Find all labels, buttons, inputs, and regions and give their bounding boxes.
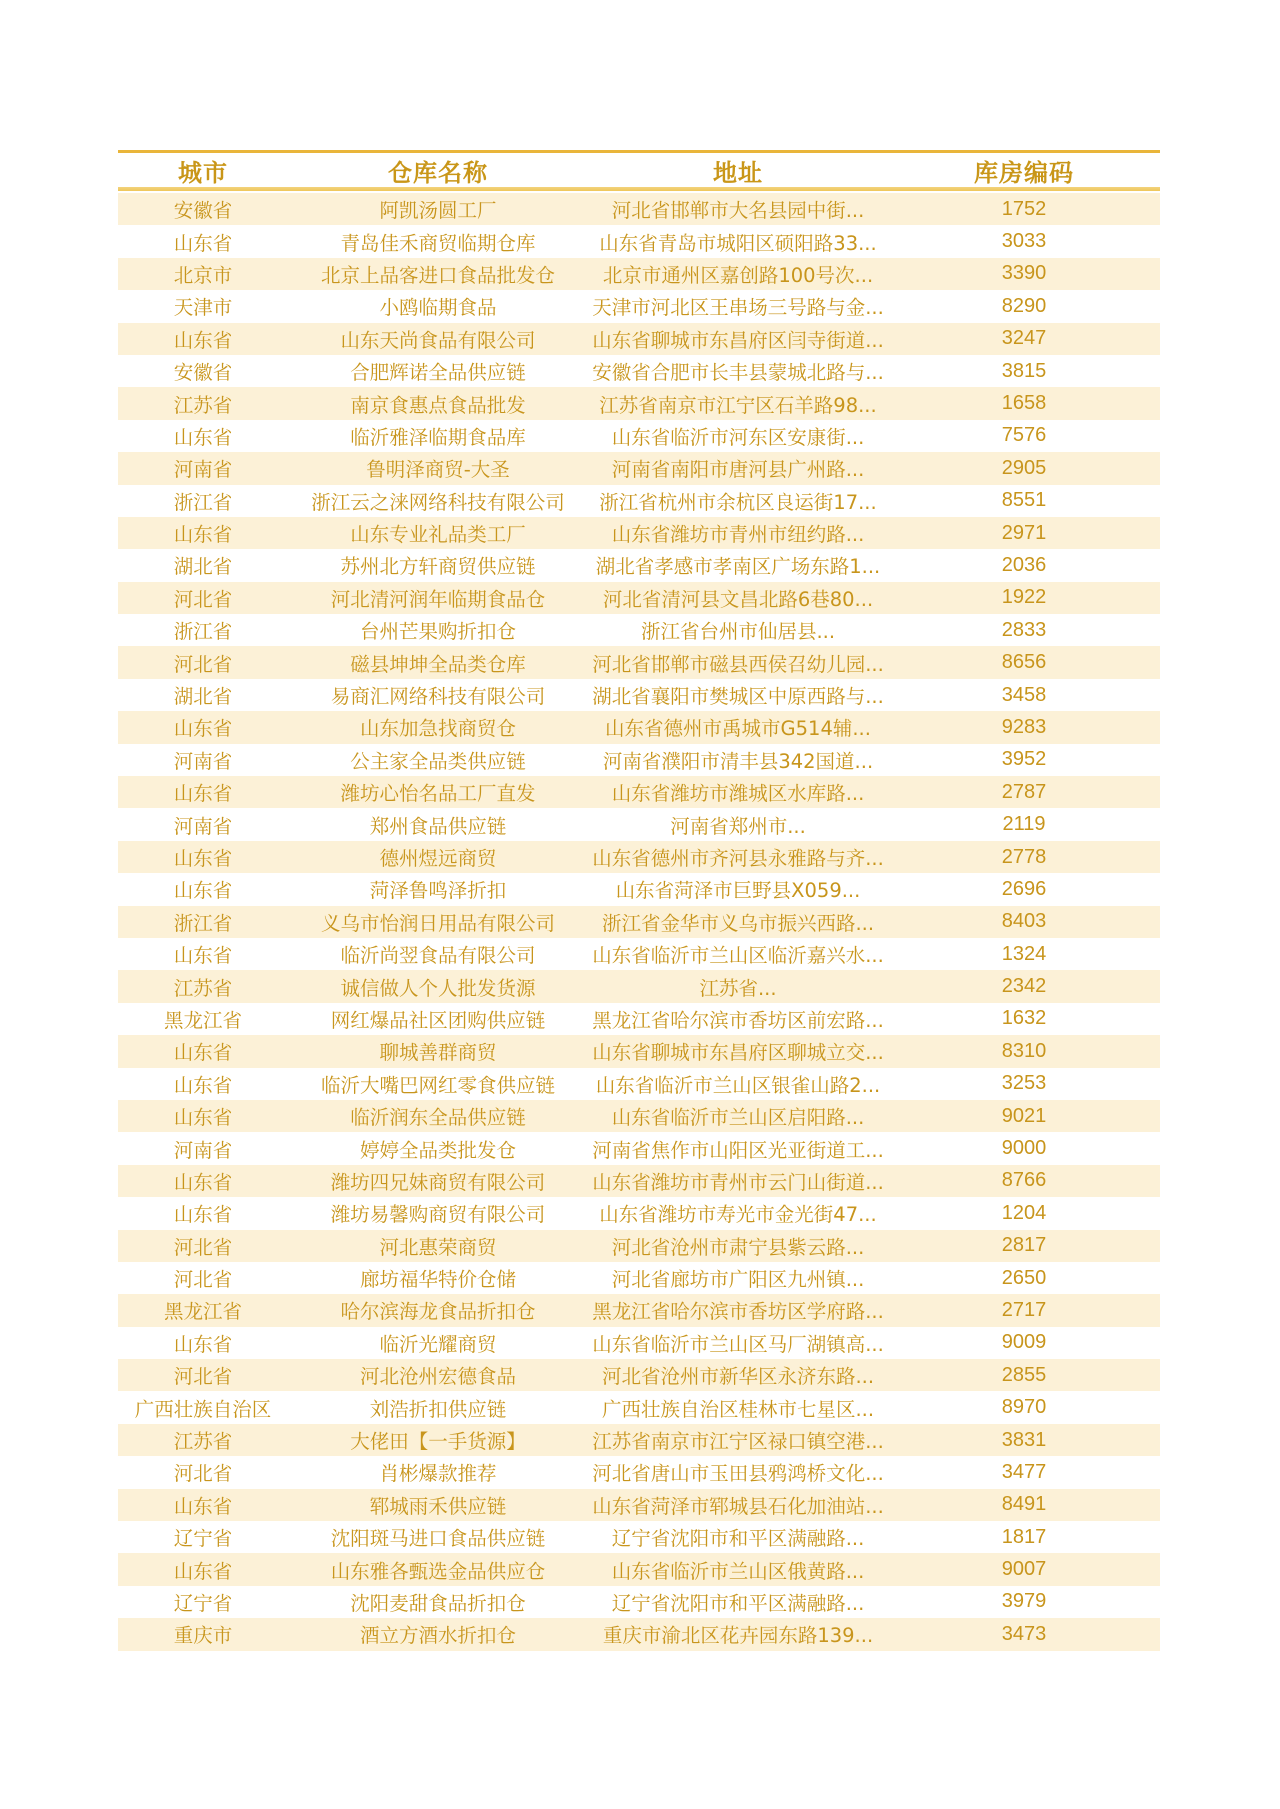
warehouse-name-cell: 山东雅各甄选金品供应仓 <box>330 1559 546 1583</box>
table-row <box>118 744 1160 776</box>
warehouse-name-cell: 诚信做人个人批发货源 <box>340 976 536 1000</box>
city-cell: 浙江省 <box>173 620 233 644</box>
table-row <box>118 258 1160 290</box>
table-row <box>118 1294 1160 1326</box>
table-row <box>118 1262 1160 1294</box>
address-cell: 安徽省合肥市长丰县蒙城北路与... <box>592 361 884 385</box>
warehouse-code-cell: 8656 <box>1001 651 1047 674</box>
warehouse-name-cell: 沈阳斑马进口食品供应链 <box>330 1527 546 1551</box>
table-row <box>118 808 1160 840</box>
address-cell: 江苏省南京市江宁区禄口镇空港... <box>592 1430 884 1454</box>
warehouse-code-cell: 3473 <box>1001 1622 1047 1645</box>
warehouse-code-cell: 2696 <box>1001 877 1047 900</box>
address-cell: 浙江省台州市仙居县... <box>640 620 836 644</box>
warehouse-name-cell: 鲁明泽商贸-大圣 <box>366 458 510 482</box>
city-cell: 黑龙江省 <box>163 1300 242 1324</box>
address-cell: 河北省沧州市新华区永济东路... <box>601 1365 875 1389</box>
warehouse-name-cell: 易商汇网络科技有限公司 <box>330 685 546 709</box>
warehouse-code-cell: 2787 <box>1001 780 1047 803</box>
city-cell: 浙江省 <box>173 490 233 514</box>
warehouse-name-cell: 哈尔滨海龙食品折扣仓 <box>340 1300 536 1324</box>
warehouse-name-cell: 德州煜远商贸 <box>379 847 497 870</box>
warehouse-code-cell: 8310 <box>1001 1039 1047 1062</box>
warehouse-code-cell: 1817 <box>1001 1525 1047 1548</box>
city-cell: 山东省 <box>173 1203 233 1227</box>
table-row <box>118 387 1160 419</box>
table-row <box>118 841 1160 873</box>
city-cell: 江苏省 <box>173 1430 233 1454</box>
table-row <box>118 1586 1160 1618</box>
table-row <box>118 1132 1160 1164</box>
city-cell: 河北省 <box>173 1365 233 1389</box>
warehouse-name-cell: 浙江云之涞网络科技有限公司 <box>311 490 565 514</box>
address-cell: 广西壮族自治区桂林市七星区... <box>601 1397 875 1421</box>
warehouse-name-cell: 河北沧州宏德食品 <box>359 1365 516 1389</box>
warehouse-code-cell: 2855 <box>1001 1363 1047 1386</box>
city-cell: 河南省 <box>173 749 233 773</box>
warehouse-name-cell: 公主家全品类供应链 <box>350 749 526 773</box>
warehouse-code-cell: 3390 <box>1001 262 1047 285</box>
warehouse-name-cell: 北京上品客进口食品批发仓 <box>320 263 555 287</box>
address-cell: 山东省临沂市兰山区俄黄路... <box>611 1559 865 1583</box>
address-cell: 山东省临沂市兰山区马厂湖镇高... <box>592 1332 884 1356</box>
warehouse-name-cell: 山东加急找商贸仓 <box>359 717 516 741</box>
warehouse-name-cell: 临沂大嘴巴网红零食供应链 <box>320 1073 555 1097</box>
address-cell: 河南省焦作市山阳区光亚街道工... <box>592 1138 884 1162</box>
warehouse-code-cell: 3253 <box>1001 1072 1047 1095</box>
warehouse-name-cell: 青岛佳禾商贸临期仓库 <box>340 231 536 255</box>
city-cell: 山东省 <box>173 1073 233 1097</box>
table-row <box>118 1068 1160 1100</box>
city-cell: 广西壮族自治区 <box>134 1397 272 1421</box>
table-row <box>118 323 1160 355</box>
table-row <box>118 1618 1160 1650</box>
table-row <box>118 679 1160 711</box>
city-cell: 山东省 <box>173 523 233 547</box>
city-cell: 辽宁省 <box>173 1591 233 1615</box>
table-row <box>118 485 1160 517</box>
warehouse-name-cell: 潍坊四兄妹商贸有限公司 <box>330 1170 546 1194</box>
warehouse-code-cell: 1632 <box>1001 1007 1047 1030</box>
table-row <box>118 1553 1160 1585</box>
warehouse-code-cell: 2778 <box>1001 845 1047 868</box>
header-warehouse-code: 库房编码 <box>974 159 1074 187</box>
warehouse-code-cell: 1324 <box>1001 942 1047 965</box>
table-row <box>118 1424 1160 1456</box>
city-cell: 山东省 <box>173 1106 233 1130</box>
city-cell: 湖北省 <box>173 555 233 579</box>
warehouse-name-cell: 阿凯汤圆工厂 <box>379 199 497 223</box>
address-cell: 山东省菏泽市郓城县石化加油站... <box>592 1494 884 1518</box>
address-cell: 黑龙江省哈尔滨市香坊区学府路... <box>592 1300 884 1324</box>
warehouse-name-cell: 小鸥临期食品 <box>379 296 497 320</box>
address-cell: 黑龙江省哈尔滨市香坊区前宏路... <box>592 1008 884 1032</box>
address-cell: 河北省沧州市肃宁县紫云路... <box>611 1235 865 1259</box>
address-cell: 山东省德州市禹城市G514辅... <box>605 717 871 741</box>
table-row <box>118 938 1160 970</box>
table-row <box>118 1035 1160 1067</box>
warehouse-code-cell: 2342 <box>1001 975 1047 998</box>
table-row <box>118 970 1160 1002</box>
warehouse-name-cell: 酒立方酒水折扣仓 <box>359 1624 516 1648</box>
city-cell: 安徽省 <box>173 361 233 385</box>
address-cell: 山东省临沂市河东区安康街... <box>611 425 865 449</box>
warehouse-code-cell: 1658 <box>1001 392 1047 415</box>
city-cell: 河北省 <box>173 652 233 676</box>
warehouse-code-cell: 3477 <box>1001 1460 1047 1483</box>
address-cell: 湖北省襄阳市樊城区中原西路与... <box>592 685 884 709</box>
warehouse-code-cell: 3247 <box>1001 327 1047 350</box>
city-cell: 山东省 <box>173 1559 233 1583</box>
address-cell: 辽宁省沈阳市和平区满融路... <box>611 1527 865 1551</box>
warehouse-name-cell: 临沂润东全品供应链 <box>350 1106 526 1130</box>
warehouse-code-cell: 8290 <box>1001 294 1047 317</box>
table-row <box>118 355 1160 387</box>
city-cell: 山东省 <box>173 879 233 903</box>
warehouse-code-cell: 8766 <box>1001 1169 1047 1192</box>
address-cell: 河北省唐山市玉田县鸦鸿桥文化... <box>592 1462 884 1486</box>
warehouse-code-cell: 1752 <box>1001 197 1047 220</box>
city-cell: 山东省 <box>173 717 233 741</box>
warehouse-name-cell: 婷婷全品类批发仓 <box>359 1138 516 1162</box>
warehouse-name-cell: 山东天尚食品有限公司 <box>340 328 536 352</box>
warehouse-name-cell: 临沂尚翌食品有限公司 <box>340 944 536 968</box>
warehouse-code-cell: 9007 <box>1001 1558 1047 1581</box>
address-cell: 山东省聊城市东昌府区闫寺街道... <box>592 328 884 352</box>
warehouse-name-cell: 河北惠荣商贸 <box>379 1235 497 1259</box>
city-cell: 山东省 <box>173 231 233 255</box>
table-row <box>118 1197 1160 1229</box>
warehouse-name-cell: 沈阳麦甜食品折扣仓 <box>350 1591 526 1615</box>
city-cell: 辽宁省 <box>173 1527 233 1551</box>
warehouse-code-cell: 8970 <box>1001 1396 1047 1419</box>
city-cell: 河北省 <box>173 1268 233 1292</box>
address-cell: 山东省临沂市兰山区临沂嘉兴水... <box>592 944 884 968</box>
table-row <box>118 906 1160 938</box>
address-cell: 天津市河北区王串场三号路与金... <box>592 296 884 320</box>
address-cell: 河北省邯郸市大名县园中街... <box>611 199 865 223</box>
warehouse-name-cell: 肖彬爆款推荐 <box>379 1462 497 1486</box>
warehouse-name-cell: 义乌市怡润日用品有限公司 <box>320 911 555 935</box>
city-cell: 河北省 <box>173 1462 233 1486</box>
table-row <box>118 1489 1160 1521</box>
city-cell: 山东省 <box>173 847 233 870</box>
warehouse-code-cell: 9283 <box>1001 715 1047 738</box>
header-warehouse-name: 仓库名称 <box>388 159 488 187</box>
warehouse-name-cell: 大佬田【一手货源】 <box>350 1430 526 1454</box>
city-cell: 黑龙江省 <box>163 1008 242 1032</box>
warehouse-name-cell: 临沂光耀商贸 <box>379 1332 497 1356</box>
city-cell: 山东省 <box>173 1332 233 1356</box>
city-cell: 安徽省 <box>173 199 233 223</box>
city-cell: 山东省 <box>173 1170 233 1194</box>
table-row <box>118 1391 1160 1423</box>
warehouse-name-cell: 网红爆品社区团购供应链 <box>330 1008 546 1032</box>
warehouse-name-cell: 菏泽鲁鸣泽折扣 <box>369 879 507 903</box>
warehouse-code-cell: 1204 <box>1001 1201 1047 1224</box>
table-row <box>118 517 1160 549</box>
city-cell: 北京市 <box>173 263 233 287</box>
address-cell: 山东省潍坊市寿光市金光街47... <box>599 1203 877 1227</box>
warehouse-code-cell: 9009 <box>1001 1331 1047 1354</box>
warehouse-name-cell: 合肥辉诺全品供应链 <box>350 361 526 385</box>
warehouse-name-cell: 聊城善群商贸 <box>379 1041 497 1065</box>
warehouse-name-cell: 郓城雨禾供应链 <box>369 1494 507 1518</box>
city-cell: 湖北省 <box>173 685 233 709</box>
warehouse-code-cell: 2717 <box>1001 1298 1047 1321</box>
city-cell: 山东省 <box>173 944 233 968</box>
warehouse-name-cell: 廊坊福华特价仓储 <box>359 1268 516 1292</box>
city-cell: 河北省 <box>173 587 233 611</box>
address-cell: 湖北省孝感市孝南区广场东路1... <box>595 555 881 579</box>
address-cell: 山东省临沂市兰山区银雀山路2... <box>595 1073 881 1097</box>
address-cell: 山东省潍坊市青州市云门山街道... <box>592 1170 884 1194</box>
warehouse-code-cell: 2971 <box>1001 521 1047 544</box>
warehouse-name-cell: 河北清河润年临期食品仓 <box>330 587 546 611</box>
address-cell: 河北省清河县文昌北路6巷80... <box>602 587 874 611</box>
warehouse-code-cell: 3815 <box>1001 359 1047 382</box>
table-row <box>118 1165 1160 1197</box>
table-body <box>118 193 1160 1651</box>
warehouse-code-cell: 8551 <box>1001 489 1047 512</box>
header-address: 地址 <box>713 159 763 187</box>
city-cell: 河北省 <box>173 1235 233 1259</box>
warehouse-code-cell: 1922 <box>1001 586 1047 609</box>
warehouse-code-cell: 3831 <box>1001 1428 1047 1451</box>
warehouse-table <box>118 150 1160 1651</box>
city-cell: 山东省 <box>173 782 233 806</box>
table-row <box>118 452 1160 484</box>
address-cell: 重庆市渝北区花卉园东路139... <box>602 1624 874 1648</box>
table-row <box>118 193 1160 225</box>
warehouse-code-cell: 8403 <box>1001 910 1047 933</box>
table-row <box>118 711 1160 743</box>
warehouse-code-cell: 8491 <box>1001 1493 1047 1516</box>
address-cell: 江苏省南京市江宁区石羊路98... <box>599 393 877 417</box>
city-cell: 江苏省 <box>173 976 233 1000</box>
warehouse-name-cell: 潍坊易馨购商贸有限公司 <box>330 1203 546 1227</box>
table-row <box>118 1003 1160 1035</box>
address-cell: 山东省潍坊市潍城区水库路... <box>611 782 865 806</box>
address-cell: 河南省濮阳市清丰县342国道... <box>602 749 874 773</box>
warehouse-name-cell: 山东专业礼品类工厂 <box>350 523 526 547</box>
address-cell: 河北省邯郸市磁县西侯召幼儿园... <box>592 652 884 676</box>
table-row <box>118 646 1160 678</box>
address-cell: 山东省青岛市城阳区硕阳路33... <box>599 231 877 255</box>
table-row <box>118 1327 1160 1359</box>
address-cell: 山东省聊城市东昌府区聊城立交... <box>592 1041 884 1065</box>
address-cell: 山东省临沂市兰山区启阳路... <box>611 1106 865 1130</box>
table-header-row <box>118 153 1160 191</box>
address-cell: 辽宁省沈阳市和平区满融路... <box>611 1591 865 1615</box>
table-row <box>118 776 1160 808</box>
warehouse-name-cell: 临沂雅泽临期食品库 <box>350 425 526 449</box>
warehouse-name-cell: 郑州食品供应链 <box>369 814 507 838</box>
table-row <box>118 582 1160 614</box>
warehouse-name-cell: 磁县坤坤全品类仓库 <box>350 652 526 676</box>
table-row <box>118 1521 1160 1553</box>
city-cell: 山东省 <box>173 425 233 449</box>
warehouse-name-cell: 潍坊心怡名品工厂直发 <box>340 782 536 806</box>
table-row <box>118 1100 1160 1132</box>
address-cell: 浙江省杭州市余杭区良运街17... <box>599 490 877 514</box>
city-cell: 江苏省 <box>173 393 233 417</box>
address-cell: 江苏省... <box>699 976 777 1000</box>
city-cell: 河南省 <box>173 1138 233 1162</box>
warehouse-code-cell: 2036 <box>1001 553 1047 576</box>
header-city: 城市 <box>178 159 228 187</box>
warehouse-name-cell: 南京食惠点食品批发 <box>350 393 526 417</box>
table-row <box>118 420 1160 452</box>
table-row <box>118 1230 1160 1262</box>
address-cell: 山东省菏泽市巨野县X059... <box>615 879 861 903</box>
address-cell: 北京市通州区嘉创路100号次... <box>602 263 874 287</box>
warehouse-code-cell: 2817 <box>1001 1234 1047 1257</box>
table-row <box>118 1456 1160 1488</box>
address-cell: 山东省潍坊市青州市纽约路... <box>611 523 865 547</box>
warehouse-name-cell: 刘浩折扣供应链 <box>369 1397 507 1421</box>
address-cell: 河南省郑州市... <box>670 814 806 838</box>
warehouse-code-cell: 3979 <box>1001 1590 1047 1613</box>
table-row <box>118 614 1160 646</box>
table-row <box>118 290 1160 322</box>
city-cell: 河南省 <box>173 458 233 482</box>
warehouse-code-cell: 3952 <box>1001 748 1047 771</box>
warehouse-code-cell: 2833 <box>1001 618 1047 641</box>
warehouse-code-cell: 3033 <box>1001 230 1047 253</box>
warehouse-code-cell: 9000 <box>1001 1137 1047 1160</box>
address-cell: 山东省德州市齐河县永雅路与齐... <box>592 847 884 870</box>
warehouse-code-cell: 3458 <box>1001 683 1047 706</box>
warehouse-code-cell: 2905 <box>1001 456 1047 479</box>
table-row <box>118 873 1160 905</box>
city-cell: 重庆市 <box>173 1624 233 1648</box>
city-cell: 山东省 <box>173 1041 233 1065</box>
city-cell: 河南省 <box>173 814 233 838</box>
city-cell: 山东省 <box>173 1494 233 1518</box>
address-cell: 河北省廊坊市广阳区九州镇... <box>611 1268 865 1292</box>
address-cell: 浙江省金华市义乌市振兴西路... <box>601 911 875 935</box>
warehouse-code-cell: 2650 <box>1001 1266 1047 1289</box>
table-row <box>118 1359 1160 1391</box>
warehouse-code-cell: 7576 <box>1001 424 1047 447</box>
city-cell: 山东省 <box>173 328 233 352</box>
table-row <box>118 549 1160 581</box>
city-cell: 浙江省 <box>173 911 233 935</box>
warehouse-name-cell: 台州芒果购折扣仓 <box>359 620 516 644</box>
warehouse-code-cell: 2119 <box>1002 813 1046 836</box>
warehouse-name-cell: 苏州北方轩商贸供应链 <box>340 555 536 579</box>
table-row <box>118 225 1160 257</box>
address-cell: 河南省南阳市唐河县广州路... <box>611 458 865 482</box>
warehouse-code-cell: 9021 <box>1001 1104 1047 1127</box>
city-cell: 天津市 <box>173 296 233 320</box>
